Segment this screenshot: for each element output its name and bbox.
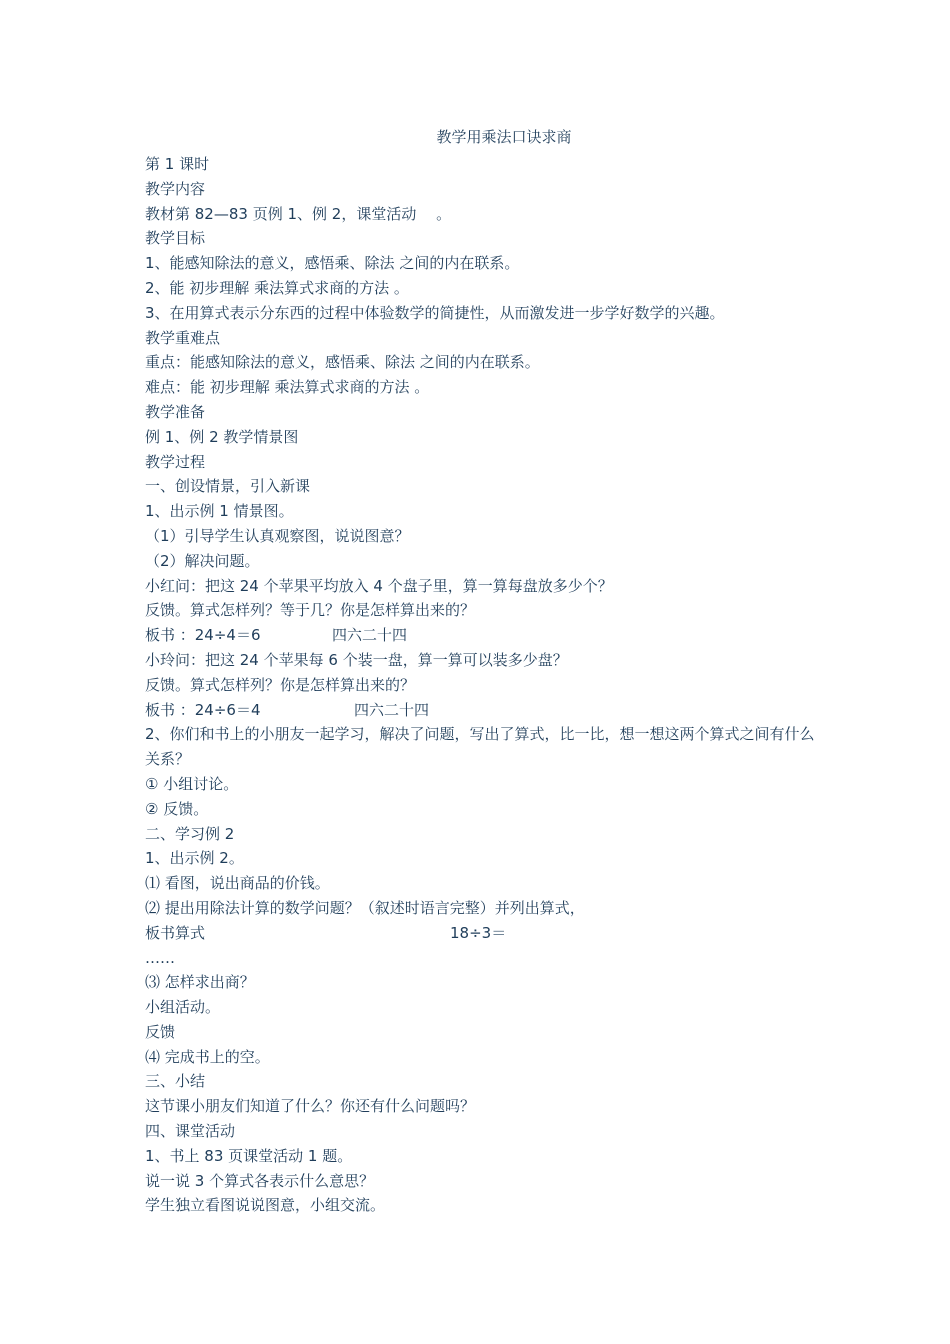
text-line: 1、出示例 1 情景图。 — [145, 502, 294, 521]
text-line: ⑵ 提出用除法计算的数学问题？（叙述时语言完整）并列出算式， — [145, 898, 585, 917]
text-line: 说一说 3 个算式各表示什么意思？ — [145, 1171, 375, 1190]
board-formula: 18÷3＝ — [450, 923, 507, 942]
text-line: 1、能感知除法的意义，感悟乘、除法 之间的内在联系。 — [145, 254, 520, 273]
text-line: 教材第 82—83 页例 1、例 2，课堂活动 。 — [145, 204, 452, 223]
text-line: 小玲问：把这 24 个苹果每 6 个装一盘，算一算可以装多少盘？ — [145, 650, 568, 669]
section-heading: 教学过程 — [145, 452, 206, 471]
text-paragraph: 2、你们和书上的小朋友一起学习，解决了问题，写出了算式，比一比，想一想这两个算式之间有什么关系？ — [145, 725, 815, 769]
text-line: ⑷ 完成书上的空。 — [145, 1047, 270, 1066]
text-line: 小组活动。 — [145, 998, 221, 1017]
section-heading: 教学目标 — [145, 229, 206, 248]
board-label: 板书 ：24÷6＝4 — [145, 700, 261, 719]
text-line: 2、能 初步理解 乘法算式求商的方法 。 — [145, 278, 409, 297]
text-line: 难点：能 初步理解 乘法算式求商的方法 。 — [145, 378, 430, 397]
board-rhyme: 四六二十四 — [354, 700, 430, 719]
text-line: 1、书上 83 页课堂活动 1 题。 — [145, 1146, 353, 1165]
text-line: 1、出示例 2。 — [145, 849, 244, 868]
board-label: 板书 ：24÷4＝6 — [145, 626, 261, 645]
board-line — [145, 698, 825, 723]
text-line: 小红问：把这 24 个苹果平均放入 4 个盘子里，算一算每盘放多少个？ — [145, 576, 613, 595]
section-heading: 教学准备 — [145, 402, 206, 421]
text-line: ② 反馈。 — [145, 799, 209, 818]
text-line: 一、创设情景，引入新课 — [145, 477, 311, 496]
text-line: 这节课小朋友们知道了什么？你还有什么问题吗？ — [145, 1097, 476, 1116]
text-line: （2）解决问题。 — [145, 551, 260, 570]
text-line: 反馈。算式怎样列？等于几？你是怎样算出来的？ — [145, 601, 476, 620]
text-line: ⑴ 看图，说出商品的价钱。 — [145, 874, 330, 893]
document-title: 教学用乘法口诀求商 — [436, 128, 572, 146]
board-line — [145, 623, 825, 648]
text-line: （1）引导学生认真观察图，说说图意？ — [145, 526, 410, 545]
section-heading: 四、课堂活动 — [145, 1122, 236, 1141]
section-heading: 三、小结 — [145, 1072, 206, 1091]
text-line: ⑶ 怎样求出商？ — [145, 973, 255, 992]
board-rhyme: 四六二十四 — [332, 626, 408, 645]
section-heading: 二、学习例 2 — [145, 824, 235, 843]
text-line: 3、在用算式表示分东西的过程中体验数学的简捷性，从而激发进一步学好数学的兴趣。 — [145, 303, 725, 322]
section-heading: 教学重难点 — [145, 328, 221, 347]
board-label: 板书算式 — [145, 923, 206, 942]
board-line — [145, 921, 825, 946]
text-line: ① 小组讨论。 — [145, 774, 239, 793]
text-line: 学生独立看图说说图意，小组交流。 — [145, 1196, 386, 1215]
text-line: 重点：能感知除法的意义，感悟乘、除法 之间的内在联系。 — [145, 353, 540, 372]
text-line: …… — [145, 948, 175, 967]
text-line: 反馈 — [145, 1022, 176, 1041]
document-body — [145, 152, 825, 1218]
text-line: 反馈。算式怎样列？你是怎样算出来的？ — [145, 675, 416, 694]
section-heading: 教学内容 — [145, 179, 206, 198]
text-line: 第 1 课时 — [145, 155, 210, 173]
text-line: 例 1、例 2 教学情景图 — [145, 427, 299, 446]
